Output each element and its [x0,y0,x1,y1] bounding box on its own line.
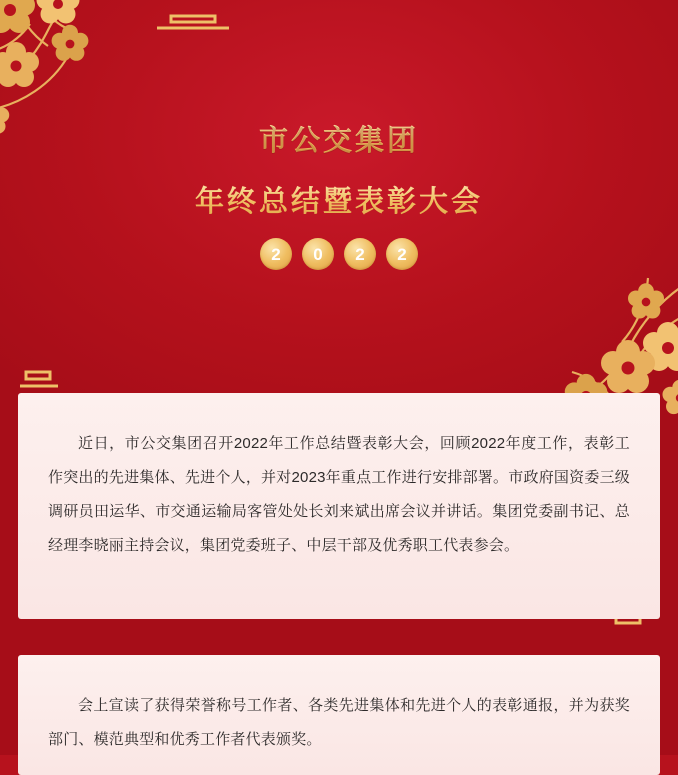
gold-cloud-ornament-left [18,368,60,390]
page-subtitle: 年终总结暨表彰大会 [0,179,678,220]
year-badges [0,238,678,270]
content-panel-second [18,655,660,775]
year-digit: 0 [302,238,334,270]
year-digit: 2 [344,238,376,270]
paragraph-text: 近日，市公交集团召开2022年工作总结暨表彰大会，回顾2022年度工作，表彰工作突出的先进集体、先进个人，并对2023年重点工作进行安排部署。市政府国资委三级调研员田运华、市交通运输局客管处处长刘来斌出席会议并讲话。集团党委副书记、总经理李晓丽主持会议，集团党委班子、中层干部及优秀职工代表参会。 [48,435,630,554]
gold-bar-ornament-top [155,14,231,30]
year-digit: 2 [386,238,418,270]
page-title: 市公交集团 [0,118,678,159]
poster-title-block [0,118,678,270]
content-panel-first [18,393,660,619]
paragraph-text: 会上宣读了获得荣誉称号工作者、各类先进集体和先进个人的表彰通报，并为获奖部门、模范典型和优秀工作者代表颁奖。 [48,697,630,748]
year-digit: 2 [260,238,292,270]
